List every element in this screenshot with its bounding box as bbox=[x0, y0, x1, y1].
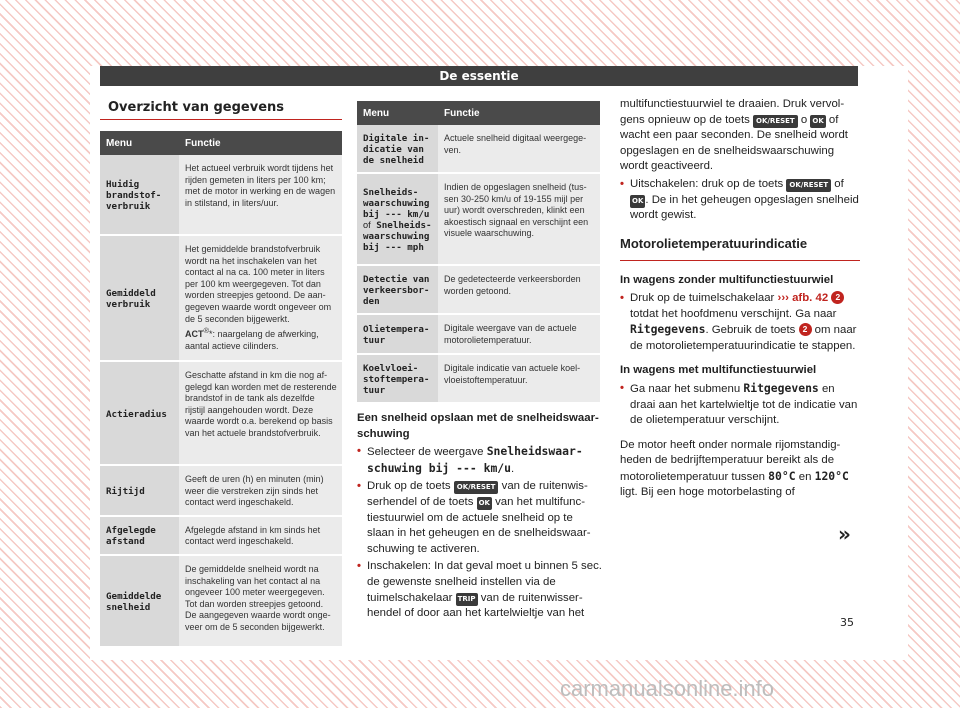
bullet-item bbox=[620, 291, 860, 354]
table-row bbox=[100, 155, 342, 235]
bullet-text: Selecteer de weergave bbox=[367, 446, 487, 459]
menu-cell: Koelvloeistoftemperatuur bbox=[357, 354, 438, 403]
data-table-left bbox=[100, 131, 342, 648]
callout-number: 2 bbox=[831, 291, 844, 304]
menu-cell: Gemiddeld verbruik bbox=[100, 235, 179, 361]
registered-mark: ® bbox=[203, 326, 210, 336]
function-cell: Geschatte afstand in km die nog afgelegd kan worden met de resterende brandstof in de tank als dezelfde rijstijl aangehouden wordt. Deze waarde wordt o.a. berekend op basis van het actuele brandstofverbruik. bbox=[179, 361, 342, 465]
figure-reference-link[interactable]: ››› afb. 42 bbox=[777, 291, 829, 304]
ok-key-icon: OK bbox=[477, 497, 492, 510]
bullet-text: van de ruitenwisserhendel of door aan het kartelwieltje van het bbox=[367, 591, 585, 620]
column-header-function: Functie bbox=[438, 101, 600, 125]
bullet-text: om naar de motorolietemperatuurindicatie te stappen. bbox=[630, 324, 857, 352]
act-label: ACT bbox=[185, 329, 204, 340]
bullet-text: . De in het geheugen opgeslagen snelheid wordt gewist. bbox=[630, 193, 859, 222]
function-cell: De gemiddelde snelheid wordt na inschakeling van het contact al na ongeveer 100 meter weergegeven. Tot dan worden streepjes getoond. De aangegeven waarde wordt ongeveer om de 5 seconden bijgewerkt. bbox=[179, 555, 342, 647]
ok-reset-key-icon: OK/RESET bbox=[454, 481, 499, 494]
speed-warning-section bbox=[357, 411, 602, 624]
bullet-text: Druk op de tuimelschakelaar bbox=[630, 291, 778, 304]
bullet-text: Inschakelen: In dat geval moet u binnen 5 sec. de gewenste snelheid instellen via de tuimelschakelaar bbox=[367, 560, 602, 604]
oil-temperature-heading: Motorolietemperatuurindicatie bbox=[620, 235, 808, 251]
menu-cell: Actieradius bbox=[100, 361, 179, 465]
table-row bbox=[357, 173, 600, 265]
ok-key-icon: OK bbox=[630, 195, 645, 208]
paragraph-text: en bbox=[795, 470, 815, 483]
function-cell: Indien de opgeslagen snelheid (tussen 30-250 km/u of 19-155 mijl per uur) wordt overschreden, klinkt een akoestisch signaal en verschijnt een visuele waarschuwing. bbox=[438, 173, 600, 265]
page-number: 35 bbox=[840, 616, 854, 629]
function-cell: Geeft de uren (h) en minuten (min) weer die verstreken zijn sinds het contact werd ingeschakeld. bbox=[179, 465, 342, 516]
function-text: Het gemiddelde brandstofverbruik wordt na het inschakelen van het contact al na ca. 100 meter in liters per 100 km weergegeven. Tot dan worden streepjes getoond. De aangegeven waarde wordt ongeveer om de 5 seconden bijgewerkt. bbox=[185, 244, 332, 324]
bullet-icon: • bbox=[620, 291, 624, 304]
paragraph-text: De motor heeft onder normale rijomstandigheden de bedrijftemperatuur bereikt als de motorolietemperatuur tussen bbox=[620, 438, 841, 483]
function-cell bbox=[179, 235, 342, 361]
bullet-text: Druk op de toets bbox=[367, 480, 454, 493]
menu-name: Ritgegevens bbox=[743, 380, 819, 395]
table-row bbox=[357, 354, 600, 403]
menu-cell: Afgelegde afstand bbox=[100, 516, 179, 555]
bullet-text: totdat het hoofdmenu verschijnt. Ga naar bbox=[630, 307, 837, 320]
menu-cell: Olietemperatuur bbox=[357, 314, 438, 354]
table-header-row bbox=[100, 131, 342, 155]
paragraph-text: multifunctiestuurwiel te draaien. Druk vervolgens opnieuw op de toets bbox=[620, 98, 845, 126]
menu-cell: Digitale indicatie van de snelheid bbox=[357, 125, 438, 173]
column-header-function: Functie bbox=[179, 131, 342, 155]
bullet-text: van het multifunctiestuurwiel om de actuele snelheid op te slaan in het geheugen en de snelheidswaarschuwing te activeren. bbox=[367, 495, 591, 555]
table-header-row bbox=[357, 101, 600, 125]
right-column bbox=[620, 97, 860, 510]
chapter-header: De essentie bbox=[100, 66, 858, 86]
column-header-menu: Menu bbox=[357, 101, 438, 125]
oil-temperature-heading-box bbox=[620, 230, 860, 262]
function-cell: De gedetecteerde verkeersborden worden getoond. bbox=[438, 265, 600, 314]
bullet-icon: • bbox=[620, 177, 624, 190]
temperature-value: 120°C bbox=[814, 468, 849, 483]
bullet-text: van de ruitenwisserhendel of de toets bbox=[367, 480, 588, 508]
ok-reset-key-icon: OK/RESET bbox=[786, 179, 831, 192]
trip-key-icon: TRIP bbox=[456, 593, 478, 606]
bullet-icon: • bbox=[357, 445, 361, 458]
menu-cell bbox=[357, 173, 438, 265]
paragraph-text: ligt. Bij een hoge motorbelasting of bbox=[620, 486, 795, 499]
table-row bbox=[100, 516, 342, 555]
speed-warning-heading: Een snelheid opslaan met de snelheidswaarschuwing bbox=[357, 412, 599, 440]
menu-or-word: of bbox=[363, 220, 371, 230]
function-cell: Het actueel verbruik wordt tijdens het rijden gemeten in liters per 100 km; met de motor in werking en de wagen in stilstand, in liters/uur. bbox=[179, 155, 342, 235]
operating-temperature-paragraph bbox=[620, 438, 860, 501]
table-row bbox=[100, 555, 342, 647]
bullet-item bbox=[357, 479, 602, 557]
act-note: *: naargelang de afwerking, aantal actieve cilinders. bbox=[185, 329, 319, 351]
menu-text-kmh: Snelheidswaarschuwing bij --- km/u bbox=[363, 187, 430, 220]
menu-name: Ritgegevens bbox=[630, 322, 706, 337]
menu-name: Snelheidswaarschuwing bij --- km/u bbox=[367, 444, 583, 475]
bullet-item bbox=[357, 444, 602, 477]
bullet-text: . Gebruik de toets bbox=[705, 324, 799, 337]
menu-cell: Detectie van verkeersborden bbox=[357, 265, 438, 314]
function-cell: Digitale indicatie van actuele koelvloeistoftemperatuur. bbox=[438, 354, 600, 403]
bullet-text: Uitschakelen: druk op de toets bbox=[630, 177, 787, 190]
table-row bbox=[357, 265, 600, 314]
table-row bbox=[100, 465, 342, 516]
bullet-text: of bbox=[831, 177, 844, 190]
menu-cell: Huidig brandstofverbruik bbox=[100, 155, 179, 235]
bullet-item bbox=[620, 177, 860, 224]
bullet-icon: • bbox=[357, 480, 361, 493]
menu-cell: Gemiddelde snelheid bbox=[100, 555, 179, 647]
paragraph-text: o bbox=[797, 113, 811, 126]
temperature-value: 80°C bbox=[768, 468, 796, 483]
bullet-text: . bbox=[511, 462, 515, 475]
menu-cell: Rijtijd bbox=[100, 465, 179, 516]
menu-text-mph: Snelheidswaarschuwing bij --- mph bbox=[363, 220, 432, 253]
table-row bbox=[357, 314, 600, 354]
continue-arrow-icon: » bbox=[838, 522, 851, 546]
function-cell: Afgelegde afstand in km sinds het contact werd ingeschakeld. bbox=[179, 516, 342, 555]
section-title: Overzicht van gegevens bbox=[108, 100, 285, 115]
data-table-right bbox=[357, 101, 600, 404]
continued-paragraph bbox=[620, 97, 860, 175]
ok-key-icon: OK bbox=[810, 115, 825, 128]
table-row bbox=[357, 125, 600, 173]
title-rule bbox=[100, 119, 342, 120]
bullet-icon: • bbox=[620, 381, 624, 394]
subheading-no-mfsw: In wagens zonder multifunctiestuurwiel bbox=[620, 274, 834, 287]
column-header-menu: Menu bbox=[100, 131, 179, 155]
function-cell: Actuele snelheid digitaal weergegeven. bbox=[438, 125, 600, 173]
subheading-with-mfsw: In wagens met multifunctiestuurwiel bbox=[620, 364, 817, 377]
function-cell: Digitale weergave van de actuele motorolietemperatuur. bbox=[438, 314, 600, 354]
bullet-item bbox=[357, 559, 602, 621]
bullet-text: en draai aan het kartelwieltje tot de indicatie van de olietemperatuur verschijnt. bbox=[630, 382, 858, 427]
paragraph-text: of wacht een paar seconden. De snelheid wordt opgeslagen en de snelheidswaarschuwing wordt geactiveerd. bbox=[620, 113, 848, 173]
callout-number: 2 bbox=[799, 323, 812, 336]
bullet-icon: • bbox=[357, 560, 361, 573]
ok-reset-key-icon: OK/RESET bbox=[753, 115, 798, 128]
bullet-text: Ga naar het submenu bbox=[630, 382, 744, 395]
table-row bbox=[100, 235, 342, 361]
bullet-item bbox=[620, 381, 860, 429]
table-row bbox=[100, 361, 342, 465]
watermark: carmanualsonline.info bbox=[560, 676, 775, 701]
